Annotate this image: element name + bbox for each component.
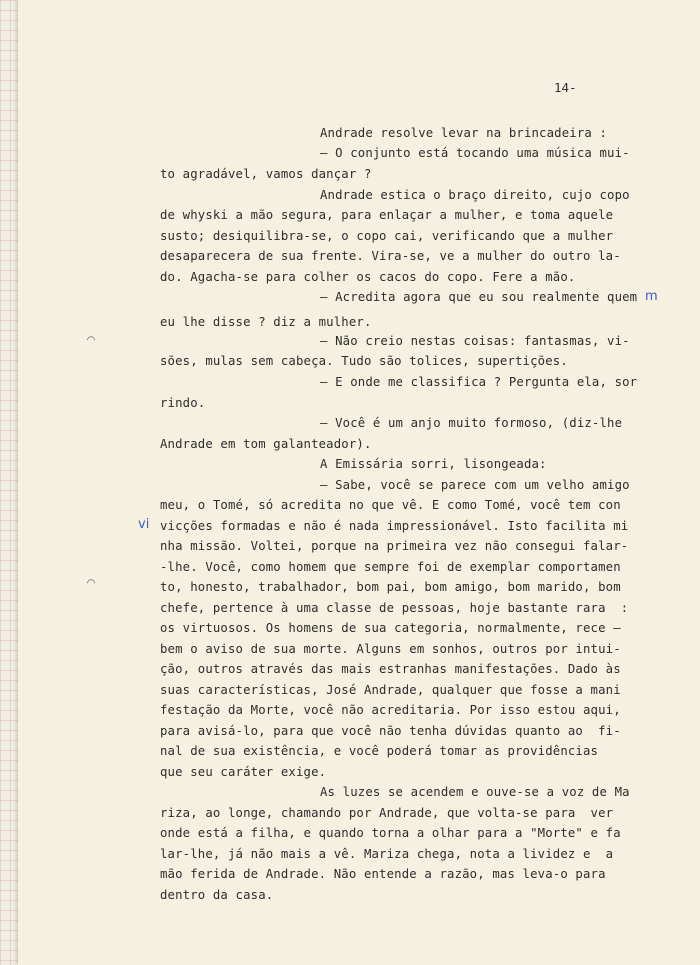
text-line: rindo. xyxy=(160,396,206,410)
text-line: As luzes se acendem e ouve-se a voz de Ma xyxy=(320,785,630,799)
text-line: Andrade estica o braço direito, cujo copo xyxy=(320,188,630,202)
text-line: sões, mulas sem cabeça. Tudo são tolices, supertições. xyxy=(160,354,568,368)
text-line: Andrade em tom galanteador). xyxy=(160,437,372,451)
text-line: os virtuosos. Os homens de sua categoria, normalmente, rece – xyxy=(160,621,621,635)
text-line: lar-lhe, já não mais a vê. Mariza chega, nota a lividez e a xyxy=(160,847,614,861)
text-line: desaparecera de sua frente. Vira-se, ve a mulher do outro la- xyxy=(160,249,621,263)
text-line: to agradável, vamos dançar ? xyxy=(160,167,372,181)
text-line: de whyski a mão segura, para enlaçar a mulher, e toma aquele xyxy=(160,208,614,222)
text-line: do. Agacha-se para colher os cacos do copo. Fere a mão. xyxy=(160,270,576,284)
text-line: mão ferida de Andrade. Não entende a razão, mas leva-o para xyxy=(160,867,606,881)
text-line: eu lhe disse ? diz a mulher. xyxy=(160,315,372,329)
punch-hole-mark: ⌒ xyxy=(87,332,95,347)
text-line: chefe, pertence à uma classe de pessoas, hoje bastante rara : xyxy=(160,601,629,615)
text-line: susto; desiquilibra-se, o copo cai, verificando que a mulher xyxy=(160,229,614,243)
text-line: to, honesto, trabalhador, bom pai, bom amigo, bom marido, bom xyxy=(160,580,621,594)
text-line: – Sabe, você se parece com um velho amigo xyxy=(320,478,630,492)
text-line: dentro da casa. xyxy=(160,888,274,902)
text-line: – Não creio nestas coisas: fantasmas, vi- xyxy=(320,334,630,348)
text-line: suas características, José Andrade, qualquer que fosse a mani xyxy=(160,683,621,697)
text-line: – E onde me classifica ? Pergunta ela, sor xyxy=(320,375,638,389)
handwritten-margin-note: vi xyxy=(138,517,150,532)
text-line: onde está a filha, e quando torna a olhar para a "Morte" e fa xyxy=(160,826,621,840)
text-line: -lhe. Você, como homem que sempre foi de exemplar comportamen xyxy=(160,560,621,574)
punch-hole-mark: ⌒ xyxy=(87,575,95,590)
text-line: para avisá-lo, para que você não tenha dúvidas quanto ao fi- xyxy=(160,724,621,738)
text-line: riza, ao longe, chamando por Andrade, que volta-se para ver xyxy=(160,806,614,820)
typewritten-page xyxy=(18,0,700,965)
text-line: Andrade resolve levar na brincadeira : xyxy=(320,126,608,140)
text-line: festação da Morte, você não acreditaria. Por isso estou aqui, xyxy=(160,703,621,717)
page-number: 14- xyxy=(554,80,577,95)
text-line: – O conjunto está tocando uma música mui- xyxy=(320,146,630,160)
handwritten-margin-note: m xyxy=(645,289,658,304)
text-line: ção, outros através das mais estranhas manifestações. Dado às xyxy=(160,662,621,676)
text-line: meu, o Tomé, só acredita no que vê. E como Tomé, você tem con xyxy=(160,498,621,512)
text-line: bem o aviso de sua morte. Alguns em sonhos, outros por intui- xyxy=(160,642,621,656)
text-line: nal de sua existência, e você poderá tomar as providências xyxy=(160,744,599,758)
text-line: vicções formadas e não é nada impressionável. Isto facilita mi xyxy=(160,519,629,533)
text-line: – Você é um anjo muito formoso, (diz-lhe xyxy=(320,416,623,430)
text-line: A Emissária sorri, lisongeada: xyxy=(320,457,547,471)
text-line: nha missão. Voltei, porque na primeira vez não consegui falar- xyxy=(160,539,629,553)
text-line: – Acredita agora que eu sou realmente quem xyxy=(320,290,638,304)
text-line: que seu caráter exige. xyxy=(160,765,327,779)
